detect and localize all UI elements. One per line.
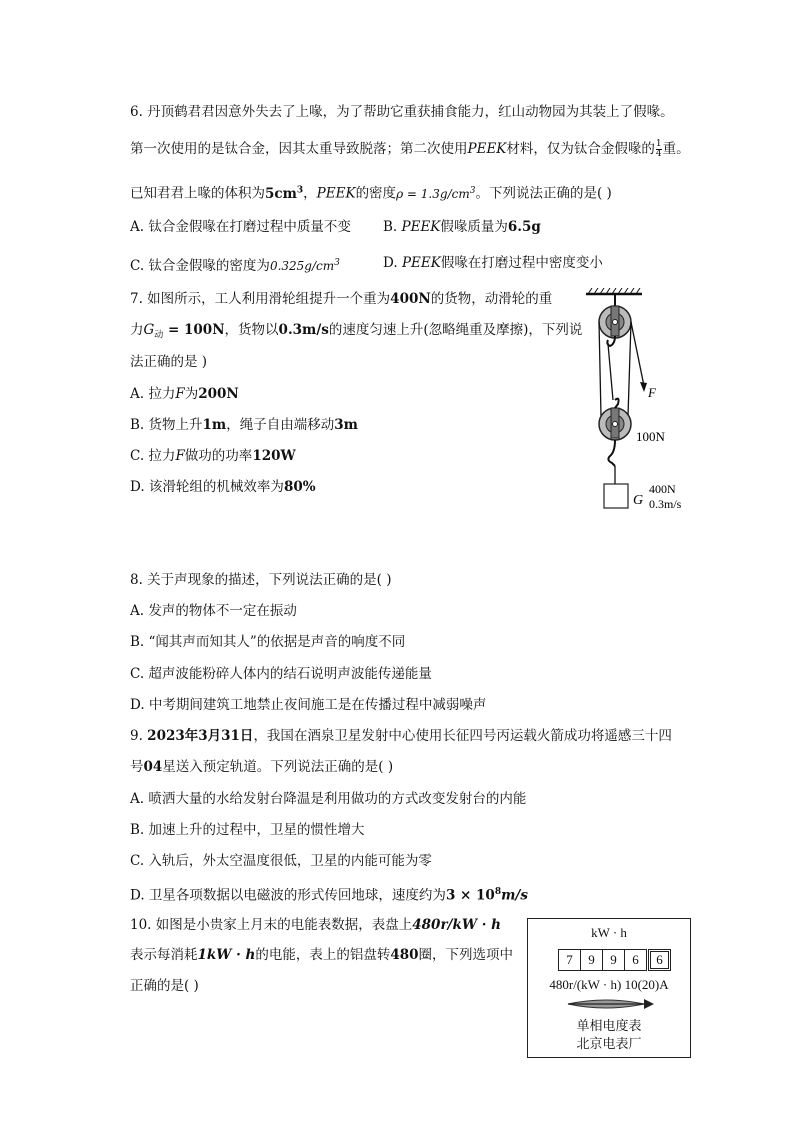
rope-free-end xyxy=(631,322,644,386)
meter-unit: kW · h xyxy=(591,925,627,940)
q6-option-a-text: A. 钛合金假喙在打磨过程中质量不变 xyxy=(130,219,351,235)
q7-option-a-text: A. 拉力 xyxy=(130,386,176,402)
q7-text-f: 法正确的是 ) xyxy=(130,354,208,370)
q6-line1 xyxy=(130,103,674,121)
q7-pulley-weight: = 100N xyxy=(163,322,225,338)
q8-stem-text: 8. 关于声现象的描述，下列说法正确的是( ) xyxy=(130,572,392,588)
q6-fraction xyxy=(656,140,662,159)
q9-line2 xyxy=(130,758,393,776)
q7-speed: 0.3m/s xyxy=(278,322,329,338)
q7-option-a[interactable] xyxy=(130,385,239,403)
q6-option-a[interactable] xyxy=(130,218,351,236)
q7-text-c: 力 xyxy=(130,322,144,338)
q6-option-c[interactable] xyxy=(130,254,340,275)
q7-option-c-text2: 做功的功率 xyxy=(184,448,253,464)
q9-text-b: 号 xyxy=(130,759,144,775)
load-box xyxy=(604,484,628,508)
q7-option-d[interactable] xyxy=(130,478,316,496)
movable-bottom-hook xyxy=(608,440,615,466)
q7-option-c-value: 120W xyxy=(252,448,296,464)
load-label: G xyxy=(633,493,644,508)
q10-text-d: 圈，下列选项中 xyxy=(418,947,514,963)
movable-top-hook xyxy=(615,399,619,408)
meter-digits xyxy=(558,949,670,971)
q6-option-d-peek: PEEK xyxy=(401,255,441,271)
rope-middle xyxy=(608,344,613,400)
q10-line2 xyxy=(130,946,513,964)
q7-option-c-text: C. 拉力 xyxy=(130,448,176,464)
q9-option-a[interactable] xyxy=(130,790,526,808)
rope-right xyxy=(628,322,631,416)
q7-option-a-value: 200N xyxy=(198,386,239,402)
q6-density xyxy=(396,187,475,201)
q9-option-d[interactable] xyxy=(130,883,528,905)
q7-option-d-value: 80% xyxy=(283,479,316,495)
q10-line1 xyxy=(130,916,501,934)
q9-option-d-exp: 8 xyxy=(494,887,502,897)
load-weight-label: 400N xyxy=(649,482,676,496)
q6-peek: PEEK xyxy=(467,141,507,157)
q6-option-b-value: 6.5g xyxy=(507,219,541,235)
q9-text-c: 星送入预定轨道。下列说法正确的是( ) xyxy=(162,759,394,775)
q6-option-b-label: B. xyxy=(383,219,402,235)
q7-text-a: 7. 如图所示，工人利用滑轮组提升一个重为 xyxy=(130,291,391,307)
q9-option-c-text: C. 入轨后，外太空温度很低，卫星的内能可能为零 xyxy=(130,853,432,869)
q10-text-a: 10. 如图是小贵家上月末的电能表数据，表盘上 xyxy=(130,917,413,933)
q7-text-d: ，货物以 xyxy=(224,322,279,338)
q10-energy: 1kW · h xyxy=(197,947,256,963)
q7-option-a-text2: 为 xyxy=(184,386,199,402)
q9-option-c[interactable] xyxy=(130,852,432,870)
q6-option-d[interactable] xyxy=(383,254,603,272)
q9-option-b[interactable] xyxy=(130,821,365,839)
q7-g-subscript: 动 xyxy=(154,330,164,341)
q6-line3 xyxy=(130,181,612,203)
q6-text-c: 重。 xyxy=(662,141,690,157)
q8-option-d-text: D. 中考期间建筑工地禁止夜间施工是在传播过程中减弱噪声 xyxy=(130,697,487,713)
q8-option-c-text: C. 超声波能粉碎人体内的结石说明声波能传递能量 xyxy=(130,666,432,682)
q8-option-c[interactable] xyxy=(130,665,432,683)
fixed-pulley-axle xyxy=(613,320,618,325)
q9-option-d-unit: m/s xyxy=(501,887,528,904)
meter-digit: 6 xyxy=(624,949,647,971)
q7-line1 xyxy=(130,290,552,308)
q7-option-b-text: B. 货物上升 xyxy=(130,417,203,433)
q6-line2 xyxy=(130,140,690,159)
q7-option-c-f: F xyxy=(175,448,185,464)
q6-volume xyxy=(265,186,303,202)
q7-option-b-value2: 3m xyxy=(334,417,358,433)
q6-volume-value: 5cm xyxy=(265,185,297,202)
q7-weight: 400N xyxy=(390,291,431,307)
pulley-weight-label: 100N xyxy=(636,429,665,444)
q7-line3 xyxy=(130,353,207,371)
q6-density-value: ρ = 1.3g/cm xyxy=(396,186,470,201)
meter-digit: 9 xyxy=(580,949,603,971)
q6-text-f: 。下列说法正确的是( ) xyxy=(475,185,612,202)
q7-text-e: 的速度匀速上升(忽略绳重及摩擦)，下列说 xyxy=(328,322,583,338)
q6-frac-den: 4 xyxy=(655,149,662,159)
meter-name: 单相电度表 xyxy=(576,1019,642,1034)
q6-text-a: 第一次使用的是钛合金，因其太重导致脱落；第二次使用 xyxy=(130,141,468,157)
q6-option-d-text: 假喙在打磨过程中密度变小 xyxy=(440,255,603,271)
q8-option-b-text: B. “闻其声而知其人”的依据是声音的响度不同 xyxy=(130,634,406,650)
q8-option-a[interactable] xyxy=(130,602,297,620)
q6-text-e: 的密度 xyxy=(355,185,397,202)
q6-frac-num: 1 xyxy=(655,139,662,149)
q10-text-e: 正确的是( ) xyxy=(130,978,199,994)
movable-pulley-axle xyxy=(613,422,618,427)
q10-rate: 480r/kW · h xyxy=(412,917,501,933)
q9-number: 9. xyxy=(130,728,148,744)
q9-line1 xyxy=(130,727,672,745)
q7-option-b[interactable] xyxy=(130,416,358,434)
q7-line2 xyxy=(130,321,582,345)
q10-text-b: 表示每消耗 xyxy=(130,947,198,963)
q6-stem-text: 6. 丹顶鹤君君因意外失去了上喙，为了帮助它重获捕食能力，红山动物园为其装上了假喙。 xyxy=(130,104,674,120)
q6-option-c-density xyxy=(270,259,340,273)
meter-maker: 北京电表厂 xyxy=(576,1037,642,1052)
electric-meter xyxy=(527,918,691,1058)
force-arrow-icon xyxy=(640,382,647,392)
q7-option-b-value1: 1m xyxy=(202,417,227,433)
load-speed-label: 0.3m/s xyxy=(649,497,682,511)
q9-option-b-text: B. 加速上升的过程中，卫星的惯性增大 xyxy=(130,822,365,838)
meter-digit: 7 xyxy=(558,949,581,971)
meter-digit: 9 xyxy=(602,949,625,971)
q7-option-c[interactable] xyxy=(130,447,296,465)
q9-option-a-text: A. 喷洒大量的水给发射台降温是利用做功的方式改变发射台的内能 xyxy=(130,791,527,807)
q8-stem xyxy=(130,571,392,589)
q6-option-c-value: 0.325g/cm xyxy=(269,259,335,273)
q6-peek-2: PEEK xyxy=(316,185,356,202)
q6-option-c-exp: 3 xyxy=(334,258,340,268)
meter-digit-decimal: 6 xyxy=(648,949,671,971)
q10-text-c: 的电能，表上的铝盘转 xyxy=(255,947,391,963)
q8-option-b[interactable] xyxy=(130,633,405,651)
q6-density-exp: 3 xyxy=(469,185,476,196)
force-label: F xyxy=(648,385,656,400)
q9-text-a: ，我国在酒泉卫星发射中心使用长征四号丙运载火箭成功将遥感三十四 xyxy=(253,728,672,744)
q6-option-b[interactable] xyxy=(383,218,541,236)
q6-option-b-text: 假喙质量为 xyxy=(440,219,508,235)
q9-satellite-no: 04 xyxy=(143,759,163,775)
q6-text-d: 已知君君上喙的体积为 xyxy=(130,185,265,202)
q10-turns: 480 xyxy=(390,947,419,963)
q9-option-d-value: 3 × 10 xyxy=(445,887,495,904)
q6-text-b: 材料，仅为钛合金假喙的 xyxy=(506,141,655,157)
q9-date: 2023年3月31日 xyxy=(147,728,254,744)
pulley-figure xyxy=(580,288,710,518)
q6-comma: ， xyxy=(303,185,317,202)
q7-option-b-text2: ，绳子自由端移动 xyxy=(226,417,335,433)
q6-option-d-label: D. xyxy=(383,255,402,271)
q7-option-d-text: D. 该滑轮组的机械效率为 xyxy=(130,479,284,495)
rope-left xyxy=(599,322,601,416)
meter-disc-icon xyxy=(566,996,656,1012)
q7-text-b: 的货物，动滑轮的重 xyxy=(430,291,553,307)
q6-option-c-text: C. 钛合金假喙的密度为 xyxy=(130,258,270,274)
q10-line3 xyxy=(130,977,199,995)
q6-option-b-peek: PEEK xyxy=(401,219,441,235)
meter-spec: 480r/(kW · h) 10(20)A xyxy=(549,977,669,992)
q8-option-a-text: A. 发声的物体不一定在振动 xyxy=(130,603,297,619)
q8-option-d[interactable] xyxy=(130,696,486,714)
q6-volume-exp: 3 xyxy=(296,185,304,195)
q7-g-symbol: G xyxy=(143,322,155,338)
q9-option-d-text: D. 卫星各项数据以电磁波的形式传回地球，速度约为 xyxy=(130,887,446,904)
q7-option-a-f: F xyxy=(175,386,185,402)
